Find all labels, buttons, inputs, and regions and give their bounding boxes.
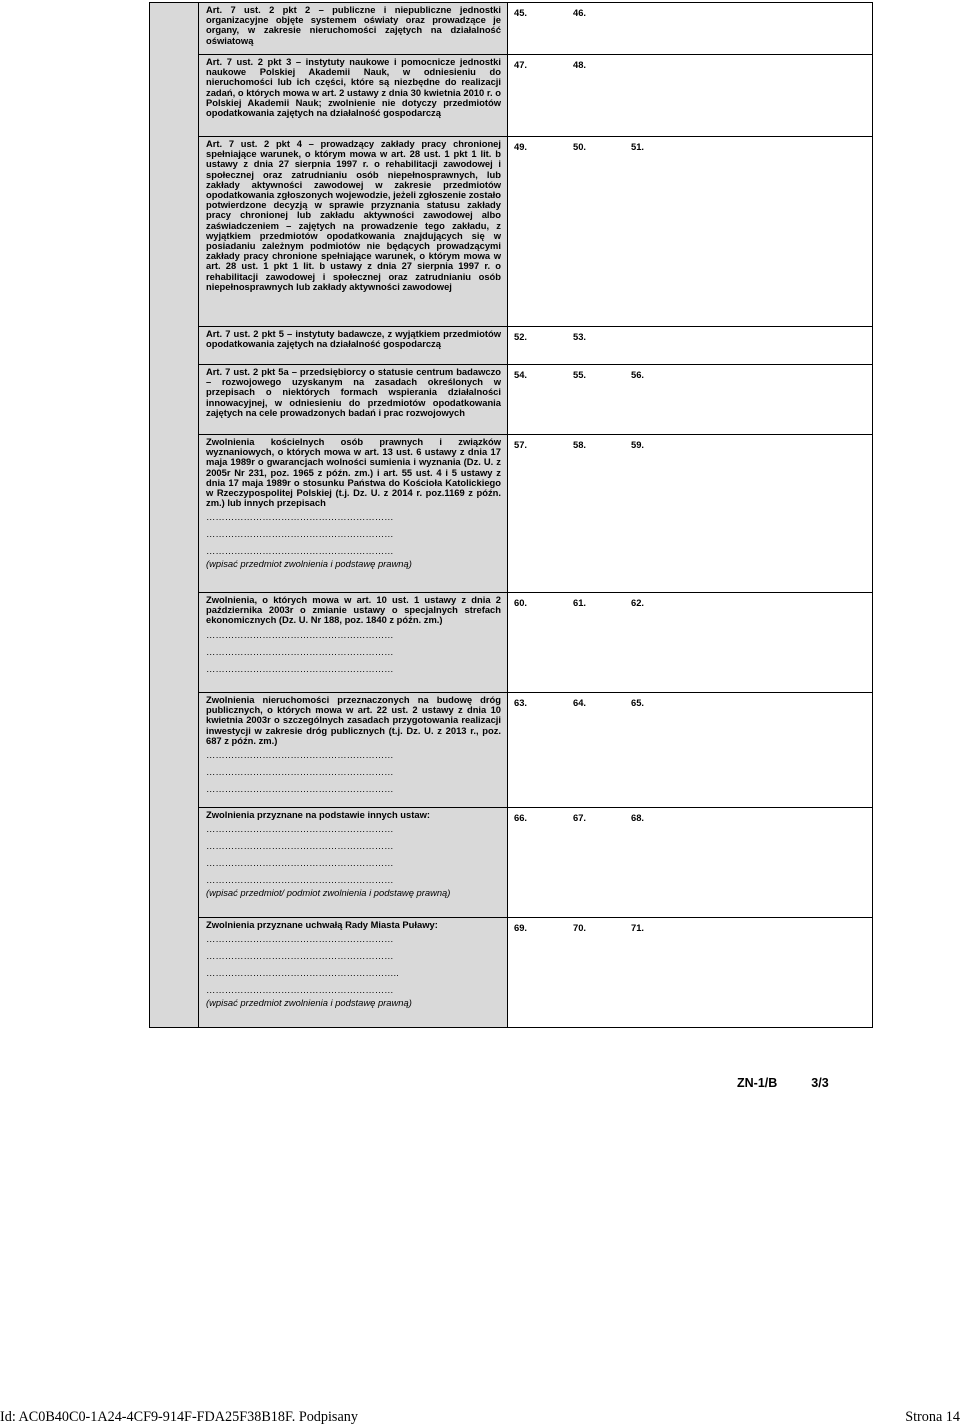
field-number-cell[interactable] xyxy=(508,3,873,55)
form-row xyxy=(150,918,873,1028)
exemption-description-cell xyxy=(199,137,508,327)
form-row xyxy=(150,435,873,593)
field-number: 52. xyxy=(514,331,528,342)
field-number: 71. xyxy=(631,922,645,933)
field-number-cell[interactable] xyxy=(508,808,873,918)
exemption-description-cell xyxy=(199,55,508,137)
fill-in-line[interactable]: …………………………………………………… xyxy=(206,857,394,869)
left-shaded-column xyxy=(150,3,199,1028)
field-number: 64. xyxy=(573,697,587,708)
exemption-description: Art. 7 ust. 2 pkt 5 – instytuty badawcze, z wyjątkiem przedmiotów opodatkowania zajętych na działalność gospodarczą xyxy=(206,328,501,350)
fill-in-line[interactable]: …………………………………………………… xyxy=(206,840,394,852)
field-number: 55. xyxy=(573,369,587,380)
field-number: 62. xyxy=(631,597,645,608)
fill-in-line[interactable]: …………………………………………………… xyxy=(206,933,394,945)
exemption-description-cell xyxy=(199,365,508,435)
exemption-description-cell xyxy=(199,808,508,918)
form-table xyxy=(149,2,873,1028)
exemption-description: Zwolnienia nieruchomości przeznaczonych na budowę dróg publicznych, o których mowa w art. 22 ust. 2 ustawy z dnia 10 kwietnia 2003r o szczególnych zasadach przygotowania realizacji inwestycji w zakresie dróg publicznych (t.j. Dz. U. z 2013 r., poz. 687 z późn. zm.) xyxy=(206,694,501,746)
fill-in-line[interactable]: …………………………………………………… xyxy=(206,874,394,886)
exemption-description: Art. 7 ust. 2 pkt 5a – przedsiębiorcy o statusie centrum badawczo – rozwojowego uzyskanym na zasadach określonych w przepisach o niektórych formach wspierania działalności innowacyjnej, w odniesieniu do przedmiotów opodatkowania zajętych na cele prowadzonych badań i prac rozwojowych xyxy=(206,366,501,418)
field-number-cell[interactable] xyxy=(508,327,873,365)
fill-in-lines xyxy=(206,746,501,797)
exemption-description-cell xyxy=(199,918,508,1028)
exemption-description: Zwolnienia przyznane na podstawie innych ustaw: xyxy=(206,809,430,820)
fill-in-hint: (wpisać przedmiot/ podmiot zwolnienia i podstawę prawną) xyxy=(206,887,451,899)
exemption-description-cell xyxy=(199,435,508,593)
field-number: 60. xyxy=(514,597,528,608)
field-number-cell[interactable] xyxy=(508,918,873,1028)
fill-in-lines xyxy=(206,820,501,888)
field-number-cell[interactable] xyxy=(508,137,873,327)
field-number: 70. xyxy=(573,922,587,933)
exemption-description: Art. 7 ust. 2 pkt 3 – instytuty naukowe i pomocnicze jednostki naukowe Polskiej Akademii Nauk, w odniesieniu do nieruchomości lub ich części, które są niezbędne do realizacji zadań, o których mowa w art. 2 ustawy z dnia 30 kwietnia 2010 r. o Polskiej Akademii Nauk; zwolnienie nie dotyczy przedmiotów opodatkowania zajętych na działalność gospodarczą xyxy=(206,56,501,119)
field-number: 48. xyxy=(573,59,587,70)
fill-in-line[interactable]: …………………………………………………… xyxy=(206,823,394,835)
form-page-fraction: 3/3 xyxy=(811,1076,829,1090)
field-number-cell[interactable] xyxy=(508,55,873,137)
field-number: 68. xyxy=(631,812,645,823)
field-number-cell[interactable] xyxy=(508,693,873,808)
field-number: 59. xyxy=(631,439,645,450)
page-number: Strona 14 xyxy=(905,1409,960,1425)
fill-in-line[interactable]: …………………………………………………… xyxy=(206,628,394,640)
table-body xyxy=(150,3,873,1028)
fill-in-line[interactable]: …………………………………………………… xyxy=(206,766,394,778)
field-number: 50. xyxy=(573,141,587,152)
field-number: 47. xyxy=(514,59,528,70)
exemption-description: Zwolnienia kościelnych osób prawnych i związków wyznaniowych, o których mowa w art. 13 ust. 6 ustawy z dnia 17 maja 1989r o gwarancjach wolności sumienia i wyznania (Dz. U. z 2005r Nr 231, poz. 1965 z późn. zm.) i art. 55 ust. 4 i 5 ustawy z dnia 17 maja 1989r o stosunku Państwa do Kościoła Katolickiego w Rzeczypospolitej Polskiej (t.j. Dz. U. z 2014 r. poz.1169 z późn. zm.) lub innych przepisach xyxy=(206,436,501,509)
field-number: 58. xyxy=(573,439,587,450)
field-number: 56. xyxy=(631,369,645,380)
fill-in-hint: (wpisać przedmiot zwolnienia i podstawę prawną) xyxy=(206,558,412,570)
field-number: 51. xyxy=(631,141,645,152)
exemption-description: Zwolnienia, o których mowa w art. 10 ust. 1 ustawy z dnia 2 października 2003r o zmianie ustawy o specjalnych strefach ekonomicznych (Dz. U. Nr 188, poz. 1840 z późn. zm.) xyxy=(206,594,501,626)
form-row xyxy=(150,365,873,435)
field-number: 45. xyxy=(514,7,528,18)
field-number-cell[interactable] xyxy=(508,365,873,435)
form-row xyxy=(150,693,873,808)
field-number: 63. xyxy=(514,697,528,708)
fill-in-line[interactable]: …………………………………………………… xyxy=(206,749,394,761)
form-row xyxy=(150,3,873,55)
form-code-label: ZN-1/B xyxy=(737,1076,778,1090)
fill-in-lines xyxy=(206,930,501,998)
exemption-description: Zwolnienia przyznane uchwałą Rady Miasta Puławy: xyxy=(206,919,438,930)
form-row xyxy=(150,593,873,693)
fill-in-line[interactable]: …………………………………………………… xyxy=(206,545,394,557)
field-number: 53. xyxy=(573,331,587,342)
field-number-cell[interactable] xyxy=(508,435,873,593)
form-code xyxy=(737,1076,829,1090)
field-number: 69. xyxy=(514,922,528,933)
exemption-description-cell xyxy=(199,693,508,808)
fill-in-line[interactable]: …………………………………………………… xyxy=(206,950,394,962)
field-number: 67. xyxy=(573,812,587,823)
field-number: 49. xyxy=(514,141,528,152)
fill-in-lines xyxy=(206,508,501,559)
field-number: 57. xyxy=(514,439,528,450)
fill-in-line[interactable]: …………………………………………………… xyxy=(206,528,394,540)
fill-in-line[interactable]: …………………………………………………… xyxy=(206,984,394,996)
field-number: 66. xyxy=(514,812,528,823)
fill-in-line[interactable]: …………………………………………………….. xyxy=(206,967,399,979)
exemption-description-cell xyxy=(199,3,508,55)
fill-in-line[interactable]: …………………………………………………… xyxy=(206,662,394,674)
field-number: 46. xyxy=(573,7,587,18)
form-row xyxy=(150,55,873,137)
fill-in-line[interactable]: …………………………………………………… xyxy=(206,511,394,523)
fill-in-lines xyxy=(206,626,501,677)
form-row xyxy=(150,808,873,918)
document-id-line: Id: AC0B40C0-1A24-4CF9-914F-FDA25F38B18F. Podpisany xyxy=(0,1409,358,1425)
field-number: 61. xyxy=(573,597,587,608)
fill-in-line[interactable]: …………………………………………………… xyxy=(206,645,394,657)
exemption-description-cell xyxy=(199,593,508,693)
exemption-description: Art. 7 ust. 2 pkt 2 – publiczne i niepubliczne jednostki organizacyjne objęte systemem oświaty oraz prowadzące je organy, w zakresie nieruchomości zajętych na działalność oświatową xyxy=(206,4,501,46)
field-number: 54. xyxy=(514,369,528,380)
fill-in-hint: (wpisać przedmiot zwolnienia i podstawę prawną) xyxy=(206,997,412,1009)
field-number: 65. xyxy=(631,697,645,708)
fill-in-line[interactable]: …………………………………………………… xyxy=(206,783,394,795)
form-row xyxy=(150,327,873,365)
exemption-description: Art. 7 ust. 2 pkt 4 – prowadzący zakłady pracy chronionej spełniające warunek, o którym mowa w art. 28 ust. 1 pkt 1 lit. b ustawy z dnia 27 sierpnia 1997 r. o rehabilitacji zawodowej i społecznej oraz zatrudnianiu osób niepełnosprawnych, lub zakłady aktywności zawodowej w zakresie przedmiotów opodatkowania zgłoszonych wojewodzie, jeżeli zgłoszenie zostało potwierdzone decyzją w sprawie przyznania statusu zakłady pracy chronionej lub zakładu aktywności zawodowej albo zaświadczeniem – zajętych na prowadzenie tego zakładu, z wyjątkiem przedmiotów opodatkowania znajdujących się w posiadaniu zależnym podmiotów nie będących prowadzącymi zakłady pracy chronione spełniające warunek, o którym mowa w art. 28 ust. 1 pkt 1 lit. b ustawy z dnia 27 sierpnia 1997 r. o rehabilitacji zawodowej i społecznej oraz zatrudnianiu osób niepełnosprawnych lub zakłady aktywności zawodowej xyxy=(206,138,501,292)
field-number-cell[interactable] xyxy=(508,593,873,693)
form-row xyxy=(150,137,873,327)
exemption-description-cell xyxy=(199,327,508,365)
